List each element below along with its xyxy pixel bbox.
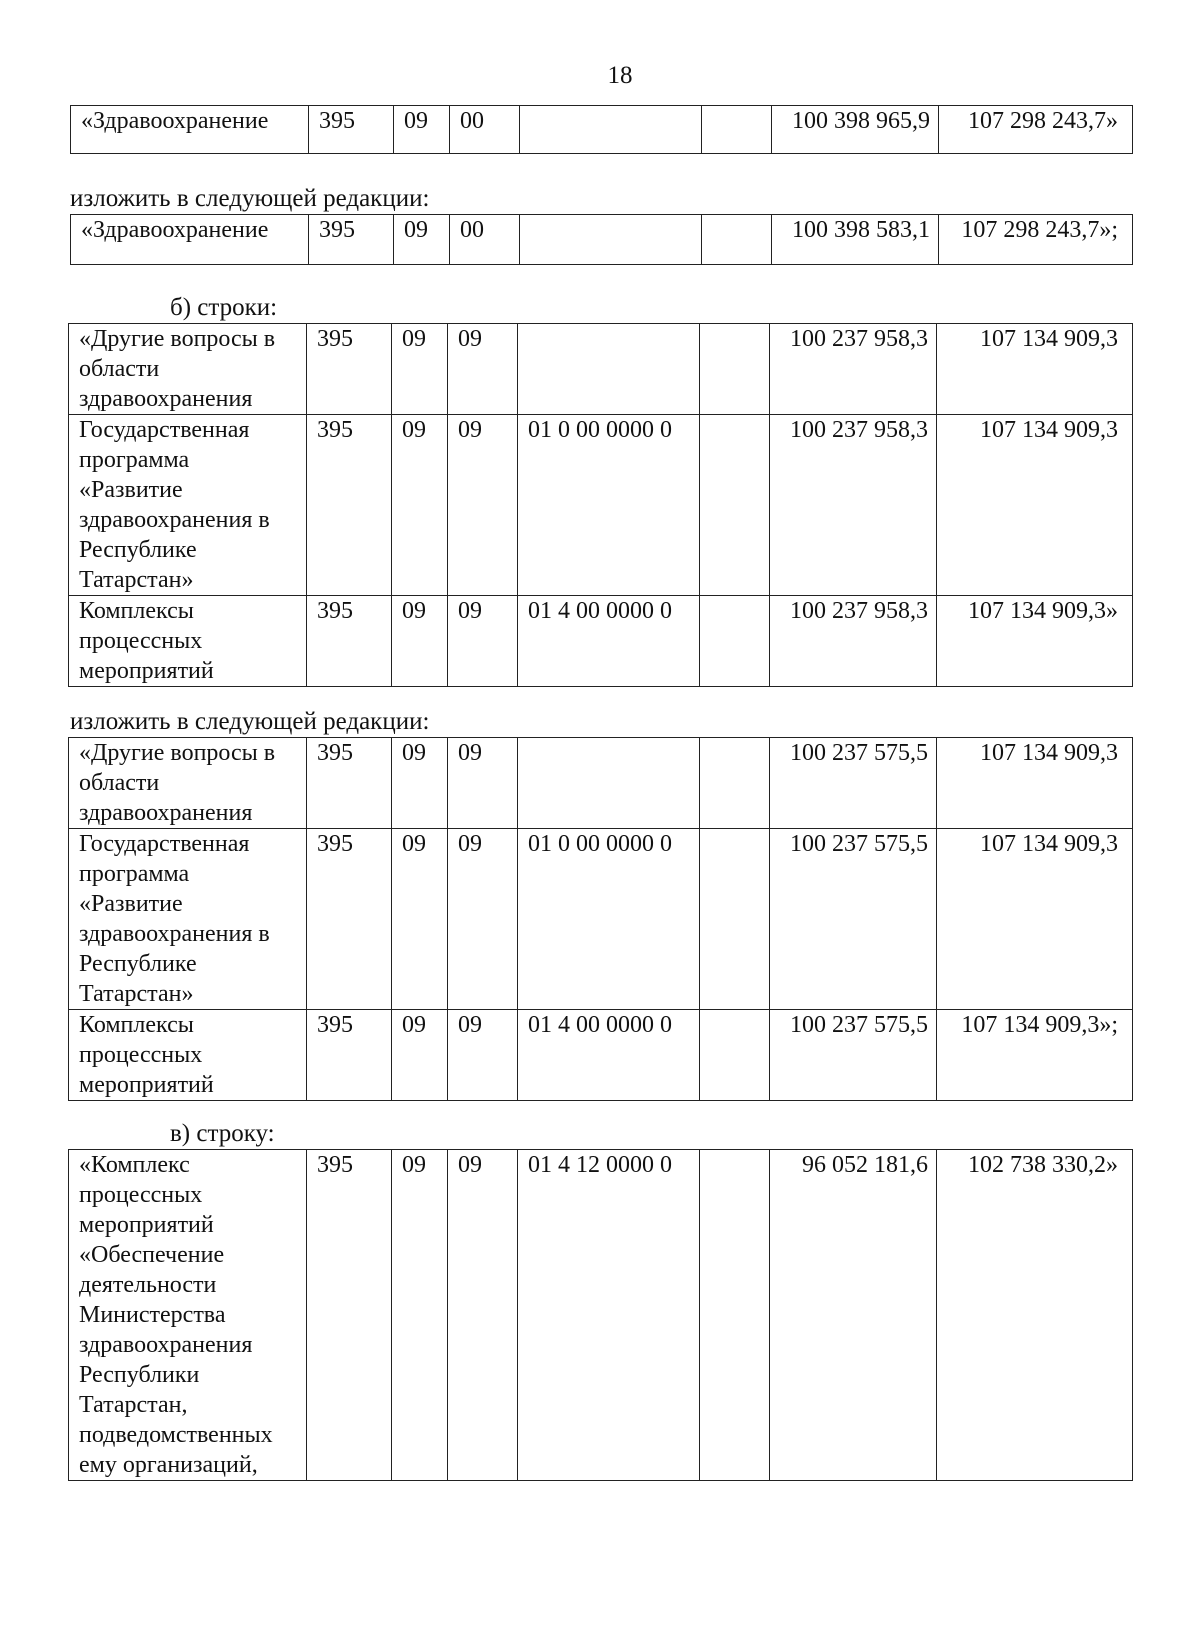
amount-year2-cell: 107 134 909,3» [937, 596, 1133, 687]
name-cell: «Здравоохранение [71, 106, 309, 154]
name-cell: Государственная программа «Развитие здравоохранения в Республике Татарстан» [69, 415, 307, 596]
intro-text-revision-1: изложить в следующей редакции: [70, 185, 430, 212]
expense-type-cell [700, 415, 770, 596]
section-cell: 09 [392, 415, 448, 596]
table-row [69, 1150, 1133, 1481]
amount-year2-cell: 107 134 909,3 [937, 829, 1133, 1010]
amount-year1-cell: 100 398 965,9 [772, 106, 939, 154]
name-cell: Комплексы процессных мероприятий [69, 596, 307, 687]
section-cell: 09 [394, 106, 450, 154]
table-row [69, 596, 1133, 687]
ministry-code-cell: 395 [309, 215, 394, 265]
name-cell: «Здравоохранение [71, 215, 309, 265]
amount-year1-cell: 100 237 958,3 [770, 596, 937, 687]
budget-table-revised-health [70, 214, 1133, 265]
subsection-cell: 00 [450, 106, 520, 154]
subsection-cell: 09 [448, 1150, 518, 1481]
table-row [69, 1010, 1133, 1101]
ministry-code-cell: 395 [307, 324, 392, 415]
name-cell: «Комплекс процессных мероприятий «Обеспечение деятельности Министерства здравоохранения Республики Татарстан, подведомственных ему организаций, [69, 1150, 307, 1481]
amount-year1-cell: 100 398 583,1 [772, 215, 939, 265]
subsection-cell: 09 [448, 596, 518, 687]
subsection-cell: 09 [448, 738, 518, 829]
intro-text-revision-2: изложить в следующей редакции: [70, 708, 430, 735]
amount-year1-cell: 96 052 181,6 [770, 1150, 937, 1481]
amount-year2-cell: 107 134 909,3 [937, 324, 1133, 415]
expense-type-cell [700, 1150, 770, 1481]
table-row [69, 324, 1133, 415]
table-row [71, 215, 1133, 265]
intro-text-v-line: в) строку: [170, 1120, 275, 1147]
ministry-code-cell: 395 [307, 1010, 392, 1101]
ministry-code-cell: 395 [307, 415, 392, 596]
subsection-cell: 00 [450, 215, 520, 265]
amount-year1-cell: 100 237 575,5 [770, 829, 937, 1010]
amount-year1-cell: 100 237 958,3 [770, 324, 937, 415]
target-article-cell [520, 215, 702, 265]
ministry-code-cell: 395 [307, 829, 392, 1010]
amount-year2-cell: 102 738 330,2» [937, 1150, 1133, 1481]
subsection-cell: 09 [448, 1010, 518, 1101]
section-cell: 09 [392, 324, 448, 415]
target-article-cell: 01 4 00 0000 0 [518, 596, 700, 687]
target-article-cell: 01 4 00 0000 0 [518, 1010, 700, 1101]
amount-year2-cell: 107 298 243,7»; [939, 215, 1133, 265]
budget-table-original-other-health [68, 323, 1133, 687]
budget-table-original-ministry-complex [68, 1149, 1133, 1481]
name-cell: Комплексы процессных мероприятий [69, 1010, 307, 1101]
amount-year2-cell: 107 134 909,3 [937, 415, 1133, 596]
table-row [69, 415, 1133, 596]
expense-type-cell [702, 106, 772, 154]
table-row [71, 106, 1133, 154]
table-row [69, 738, 1133, 829]
section-cell: 09 [394, 215, 450, 265]
expense-type-cell [700, 324, 770, 415]
subsection-cell: 09 [448, 415, 518, 596]
amount-year2-cell: 107 134 909,3»; [937, 1010, 1133, 1101]
target-article-cell: 01 0 00 0000 0 [518, 829, 700, 1010]
budget-table-revised-other-health [68, 737, 1133, 1101]
section-cell: 09 [392, 738, 448, 829]
amount-year1-cell: 100 237 575,5 [770, 738, 937, 829]
section-cell: 09 [392, 1150, 448, 1481]
target-article-cell [520, 106, 702, 154]
section-cell: 09 [392, 1010, 448, 1101]
ministry-code-cell: 395 [307, 738, 392, 829]
name-cell: «Другие вопросы в области здравоохранения [69, 738, 307, 829]
amount-year2-cell: 107 298 243,7» [939, 106, 1133, 154]
expense-type-cell [700, 738, 770, 829]
section-cell: 09 [392, 596, 448, 687]
ministry-code-cell: 395 [307, 1150, 392, 1481]
target-article-cell: 01 4 12 0000 0 [518, 1150, 700, 1481]
expense-type-cell [702, 215, 772, 265]
amount-year1-cell: 100 237 575,5 [770, 1010, 937, 1101]
table-row [69, 829, 1133, 1010]
ministry-code-cell: 395 [307, 596, 392, 687]
expense-type-cell [700, 829, 770, 1010]
subsection-cell: 09 [448, 324, 518, 415]
intro-text-b-lines: б) строки: [170, 294, 278, 321]
section-cell: 09 [392, 829, 448, 1010]
target-article-cell [518, 738, 700, 829]
expense-type-cell [700, 1010, 770, 1101]
ministry-code-cell: 395 [309, 106, 394, 154]
expense-type-cell [700, 596, 770, 687]
name-cell: «Другие вопросы в области здравоохранения [69, 324, 307, 415]
target-article-cell [518, 324, 700, 415]
page-number: 18 [607, 62, 633, 89]
budget-table-original-health [70, 105, 1133, 154]
name-cell: Государственная программа «Развитие здравоохранения в Республике Татарстан» [69, 829, 307, 1010]
amount-year2-cell: 107 134 909,3 [937, 738, 1133, 829]
amount-year1-cell: 100 237 958,3 [770, 415, 937, 596]
subsection-cell: 09 [448, 829, 518, 1010]
target-article-cell: 01 0 00 0000 0 [518, 415, 700, 596]
